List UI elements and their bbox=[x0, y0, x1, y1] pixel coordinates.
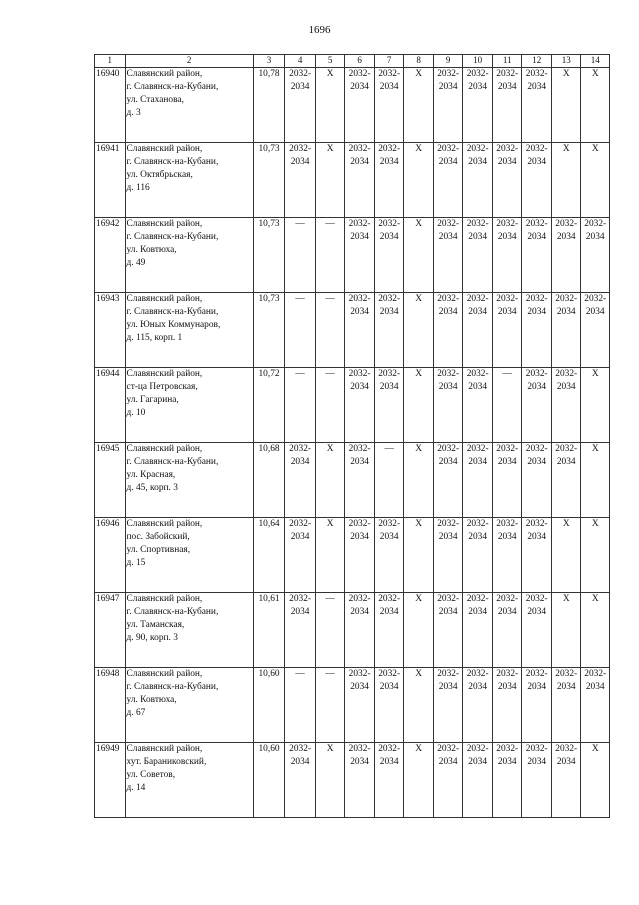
period-cell-col-11: — bbox=[492, 368, 522, 443]
period-cell-col-7: 2032- 2034 bbox=[374, 743, 404, 818]
address-cell bbox=[125, 68, 253, 143]
period-cell-col-7: 2032- 2034 bbox=[374, 68, 404, 143]
table-header-row bbox=[95, 55, 610, 68]
row-number: 16940 bbox=[95, 68, 126, 143]
table-row bbox=[95, 518, 610, 593]
address-line: ул. Стаханова, bbox=[126, 95, 184, 105]
address-cell bbox=[125, 593, 253, 668]
period-cell-col-6: 2032- 2034 bbox=[345, 668, 375, 743]
address-line: г. Славянск-на-Кубани, bbox=[126, 682, 219, 692]
address-line: д. 90, корп. 3 bbox=[126, 633, 178, 643]
column-header-9: 9 bbox=[433, 55, 463, 68]
address-line: Славянский район, bbox=[126, 69, 203, 79]
period-cell-col-6: 2032- 2034 bbox=[345, 293, 375, 368]
period-cell-col-14: X bbox=[581, 593, 610, 668]
period-cell-col-6: 2032- 2034 bbox=[345, 218, 375, 293]
address-line: д. 14 bbox=[126, 783, 146, 793]
address-line: г. Славянск-на-Кубани, bbox=[126, 607, 219, 617]
period-cell-col-4: — bbox=[285, 218, 316, 293]
address-line: Славянский район, bbox=[126, 369, 203, 379]
address-line: Славянский район, bbox=[126, 144, 203, 154]
column-header-5: 5 bbox=[315, 55, 345, 68]
page-number: 1696 bbox=[308, 24, 331, 36]
period-cell-col-12: 2032- 2034 bbox=[522, 593, 552, 668]
period-cell-col-6: 2032- 2034 bbox=[345, 368, 375, 443]
period-cell-col-6: 2032- 2034 bbox=[345, 518, 375, 593]
table-row bbox=[95, 218, 610, 293]
period-cell-col-13: X bbox=[551, 593, 581, 668]
period-cell-col-4: — bbox=[285, 368, 316, 443]
address-line: ул. Октябрьская, bbox=[126, 170, 193, 180]
address-line: ул. Спортивная, bbox=[126, 545, 191, 555]
period-cell-col-7: 2032- 2034 bbox=[374, 143, 404, 218]
period-cell-col-9: 2032- 2034 bbox=[433, 518, 463, 593]
period-cell-col-5: X bbox=[315, 68, 345, 143]
period-cell-col-4: 2032- 2034 bbox=[285, 68, 316, 143]
address-line: ул. Гагарина, bbox=[126, 395, 179, 405]
address-line: ул. Юных Коммунаров, bbox=[126, 320, 221, 330]
address-line: г. Славянск-на-Кубани, bbox=[126, 82, 219, 92]
period-cell-col-14: 2032- 2034 bbox=[581, 668, 610, 743]
period-cell-col-7: 2032- 2034 bbox=[374, 293, 404, 368]
period-cell-col-11: 2032- 2034 bbox=[492, 668, 522, 743]
period-cell-col-10: 2032- 2034 bbox=[463, 218, 493, 293]
row-number: 16941 bbox=[95, 143, 126, 218]
period-cell-col-7: 2032- 2034 bbox=[374, 668, 404, 743]
period-cell-col-8: X bbox=[404, 218, 434, 293]
address-line: г. Славянск-на-Кубани, bbox=[126, 232, 219, 242]
table-row bbox=[95, 743, 610, 818]
period-cell-col-6: 2032- 2034 bbox=[345, 143, 375, 218]
period-cell-col-14: X bbox=[581, 743, 610, 818]
column-header-7: 7 bbox=[374, 55, 404, 68]
period-cell-col-8: X bbox=[404, 593, 434, 668]
period-cell-col-8: X bbox=[404, 143, 434, 218]
period-cell-col-5: X bbox=[315, 743, 345, 818]
period-cell-col-13: X bbox=[551, 518, 581, 593]
period-cell-col-12: 2032- 2034 bbox=[522, 368, 552, 443]
period-cell-col-11: 2032- 2034 bbox=[492, 443, 522, 518]
period-cell-col-11: 2032- 2034 bbox=[492, 68, 522, 143]
table-row bbox=[95, 443, 610, 518]
address-line: хут. Бараниковский, bbox=[126, 757, 207, 767]
period-cell-col-4: 2032- 2034 bbox=[285, 518, 316, 593]
address-line: пос. Забойский, bbox=[126, 532, 190, 542]
period-cell-col-7: 2032- 2034 bbox=[374, 518, 404, 593]
period-cell-col-14: 2032- 2034 bbox=[581, 218, 610, 293]
period-cell-col-10: 2032- 2034 bbox=[463, 593, 493, 668]
period-cell-col-6: 2032- 2034 bbox=[345, 68, 375, 143]
column-header-1: 1 bbox=[95, 55, 126, 68]
period-cell-col-12: 2032- 2034 bbox=[522, 443, 552, 518]
period-cell-col-9: 2032- 2034 bbox=[433, 293, 463, 368]
period-cell-col-7: — bbox=[374, 443, 404, 518]
address-line: д. 45, корп. 3 bbox=[126, 483, 178, 493]
period-cell-col-12: 2032- 2034 bbox=[522, 218, 552, 293]
period-cell-col-6: 2032- 2034 bbox=[345, 443, 375, 518]
area-cell: 10,64 bbox=[253, 518, 285, 593]
address-line: д. 115, корп. 1 bbox=[126, 333, 183, 343]
address-cell bbox=[125, 443, 253, 518]
column-header-10: 10 bbox=[463, 55, 493, 68]
address-line: д. 3 bbox=[126, 108, 141, 118]
area-cell: 10,61 bbox=[253, 593, 285, 668]
row-number: 16948 bbox=[95, 668, 126, 743]
period-cell-col-12: 2032- 2034 bbox=[522, 743, 552, 818]
period-cell-col-13: 2032- 2034 bbox=[551, 293, 581, 368]
period-cell-col-13: 2032- 2034 bbox=[551, 218, 581, 293]
address-line: Славянский район, bbox=[126, 594, 203, 604]
period-cell-col-14: X bbox=[581, 518, 610, 593]
period-cell-col-8: X bbox=[404, 518, 434, 593]
table-row bbox=[95, 293, 610, 368]
address-line: д. 116 bbox=[126, 183, 150, 193]
address-cell bbox=[125, 368, 253, 443]
table-row bbox=[95, 143, 610, 218]
table-row bbox=[95, 68, 610, 143]
table-row bbox=[95, 668, 610, 743]
area-cell: 10,78 bbox=[253, 68, 285, 143]
period-cell-col-11: 2032- 2034 bbox=[492, 743, 522, 818]
period-cell-col-10: 2032- 2034 bbox=[463, 443, 493, 518]
column-header-2: 2 bbox=[125, 55, 253, 68]
address-line: г. Славянск-на-Кубани, bbox=[126, 307, 219, 317]
table-row bbox=[95, 593, 610, 668]
period-cell-col-4: — bbox=[285, 293, 316, 368]
period-cell-col-14: 2032- 2034 bbox=[581, 293, 610, 368]
period-cell-col-5: X bbox=[315, 443, 345, 518]
period-cell-col-10: 2032- 2034 bbox=[463, 518, 493, 593]
address-line: Славянский район, bbox=[126, 669, 203, 679]
column-header-12: 12 bbox=[522, 55, 552, 68]
period-cell-col-7: 2032- 2034 bbox=[374, 218, 404, 293]
area-cell: 10,68 bbox=[253, 443, 285, 518]
column-header-3: 3 bbox=[253, 55, 285, 68]
address-cell bbox=[125, 668, 253, 743]
address-cell bbox=[125, 293, 253, 368]
period-cell-col-4: 2032- 2034 bbox=[285, 443, 316, 518]
period-cell-col-6: 2032- 2034 bbox=[345, 593, 375, 668]
period-cell-col-5: — bbox=[315, 368, 345, 443]
address-line: ст-ца Петровская, bbox=[126, 382, 198, 392]
period-cell-col-9: 2032- 2034 bbox=[433, 368, 463, 443]
row-number: 16944 bbox=[95, 368, 126, 443]
address-cell bbox=[125, 218, 253, 293]
address-line: Славянский район, bbox=[126, 519, 203, 529]
period-cell-col-13: 2032- 2034 bbox=[551, 368, 581, 443]
address-line: г. Славянск-на-Кубани, bbox=[126, 457, 219, 467]
area-cell: 10,60 bbox=[253, 668, 285, 743]
period-cell-col-5: — bbox=[315, 293, 345, 368]
address-cell bbox=[125, 143, 253, 218]
period-cell-col-13: 2032- 2034 bbox=[551, 443, 581, 518]
area-cell: 10,60 bbox=[253, 743, 285, 818]
period-cell-col-8: X bbox=[404, 668, 434, 743]
area-cell: 10,73 bbox=[253, 218, 285, 293]
period-cell-col-10: 2032- 2034 bbox=[463, 368, 493, 443]
period-cell-col-12: 2032- 2034 bbox=[522, 518, 552, 593]
column-header-13: 13 bbox=[551, 55, 581, 68]
row-number: 16943 bbox=[95, 293, 126, 368]
period-cell-col-10: 2032- 2034 bbox=[463, 743, 493, 818]
period-cell-col-8: X bbox=[404, 368, 434, 443]
period-cell-col-14: X bbox=[581, 68, 610, 143]
area-cell: 10,72 bbox=[253, 368, 285, 443]
period-cell-col-10: 2032- 2034 bbox=[463, 293, 493, 368]
period-cell-col-9: 2032- 2034 bbox=[433, 218, 463, 293]
period-cell-col-6: 2032- 2034 bbox=[345, 743, 375, 818]
period-cell-col-12: 2032- 2034 bbox=[522, 668, 552, 743]
period-cell-col-13: X bbox=[551, 68, 581, 143]
address-line: ул. Ковтюха, bbox=[126, 695, 177, 705]
period-cell-col-10: 2032- 2034 bbox=[463, 143, 493, 218]
address-line: д. 67 bbox=[126, 708, 146, 718]
period-cell-col-12: 2032- 2034 bbox=[522, 68, 552, 143]
period-cell-col-12: 2032- 2034 bbox=[522, 143, 552, 218]
address-line: г. Славянск-на-Кубани, bbox=[126, 157, 219, 167]
address-line: ул. Советов, bbox=[126, 770, 176, 780]
address-line: ул. Ковтюха, bbox=[126, 245, 177, 255]
column-header-14: 14 bbox=[581, 55, 610, 68]
period-cell-col-8: X bbox=[404, 443, 434, 518]
row-number: 16947 bbox=[95, 593, 126, 668]
address-line: Славянский район, bbox=[126, 444, 203, 454]
area-cell: 10,73 bbox=[253, 143, 285, 218]
period-cell-col-14: X bbox=[581, 143, 610, 218]
period-cell-col-9: 2032- 2034 bbox=[433, 143, 463, 218]
period-cell-col-5: — bbox=[315, 218, 345, 293]
address-cell bbox=[125, 518, 253, 593]
period-cell-col-9: 2032- 2034 bbox=[433, 668, 463, 743]
address-line: д. 10 bbox=[126, 408, 146, 418]
address-line: Славянский район, bbox=[126, 219, 203, 229]
address-line: д. 49 bbox=[126, 258, 146, 268]
address-line: ул. Таманская, bbox=[126, 620, 185, 630]
period-cell-col-11: 2032- 2034 bbox=[492, 143, 522, 218]
period-cell-col-13: 2032- 2034 bbox=[551, 668, 581, 743]
period-cell-col-13: X bbox=[551, 143, 581, 218]
period-cell-col-5: — bbox=[315, 668, 345, 743]
period-cell-col-11: 2032- 2034 bbox=[492, 518, 522, 593]
period-cell-col-9: 2032- 2034 bbox=[433, 743, 463, 818]
table-row bbox=[95, 368, 610, 443]
period-cell-col-9: 2032- 2034 bbox=[433, 443, 463, 518]
period-cell-col-4: 2032- 2034 bbox=[285, 593, 316, 668]
period-cell-col-14: X bbox=[581, 443, 610, 518]
period-cell-col-13: 2032- 2034 bbox=[551, 743, 581, 818]
period-cell-col-4: — bbox=[285, 668, 316, 743]
address-line: д. 15 bbox=[126, 558, 146, 568]
data-table bbox=[94, 54, 610, 818]
column-header-6: 6 bbox=[345, 55, 375, 68]
period-cell-col-8: X bbox=[404, 68, 434, 143]
period-cell-col-12: 2032- 2034 bbox=[522, 293, 552, 368]
address-line: ул. Красная, bbox=[126, 470, 176, 480]
period-cell-col-9: 2032- 2034 bbox=[433, 593, 463, 668]
period-cell-col-5: — bbox=[315, 593, 345, 668]
period-cell-col-14: X bbox=[581, 368, 610, 443]
period-cell-col-5: X bbox=[315, 518, 345, 593]
address-line: Славянский район, bbox=[126, 744, 203, 754]
period-cell-col-4: 2032- 2034 bbox=[285, 143, 316, 218]
period-cell-col-9: 2032- 2034 bbox=[433, 68, 463, 143]
period-cell-col-10: 2032- 2034 bbox=[463, 68, 493, 143]
row-number: 16949 bbox=[95, 743, 126, 818]
address-line: Славянский район, bbox=[126, 294, 203, 304]
period-cell-col-7: 2032- 2034 bbox=[374, 593, 404, 668]
column-header-11: 11 bbox=[492, 55, 522, 68]
column-header-8: 8 bbox=[404, 55, 434, 68]
period-cell-col-11: 2032- 2034 bbox=[492, 593, 522, 668]
period-cell-col-10: 2032- 2034 bbox=[463, 668, 493, 743]
period-cell-col-11: 2032- 2034 bbox=[492, 293, 522, 368]
period-cell-col-5: X bbox=[315, 143, 345, 218]
address-cell bbox=[125, 743, 253, 818]
period-cell-col-11: 2032- 2034 bbox=[492, 218, 522, 293]
row-number: 16945 bbox=[95, 443, 126, 518]
row-number: 16946 bbox=[95, 518, 126, 593]
period-cell-col-8: X bbox=[404, 293, 434, 368]
row-number: 16942 bbox=[95, 218, 126, 293]
period-cell-col-4: 2032- 2034 bbox=[285, 743, 316, 818]
period-cell-col-8: X bbox=[404, 743, 434, 818]
column-header-4: 4 bbox=[285, 55, 316, 68]
area-cell: 10,73 bbox=[253, 293, 285, 368]
period-cell-col-7: 2032- 2034 bbox=[374, 368, 404, 443]
